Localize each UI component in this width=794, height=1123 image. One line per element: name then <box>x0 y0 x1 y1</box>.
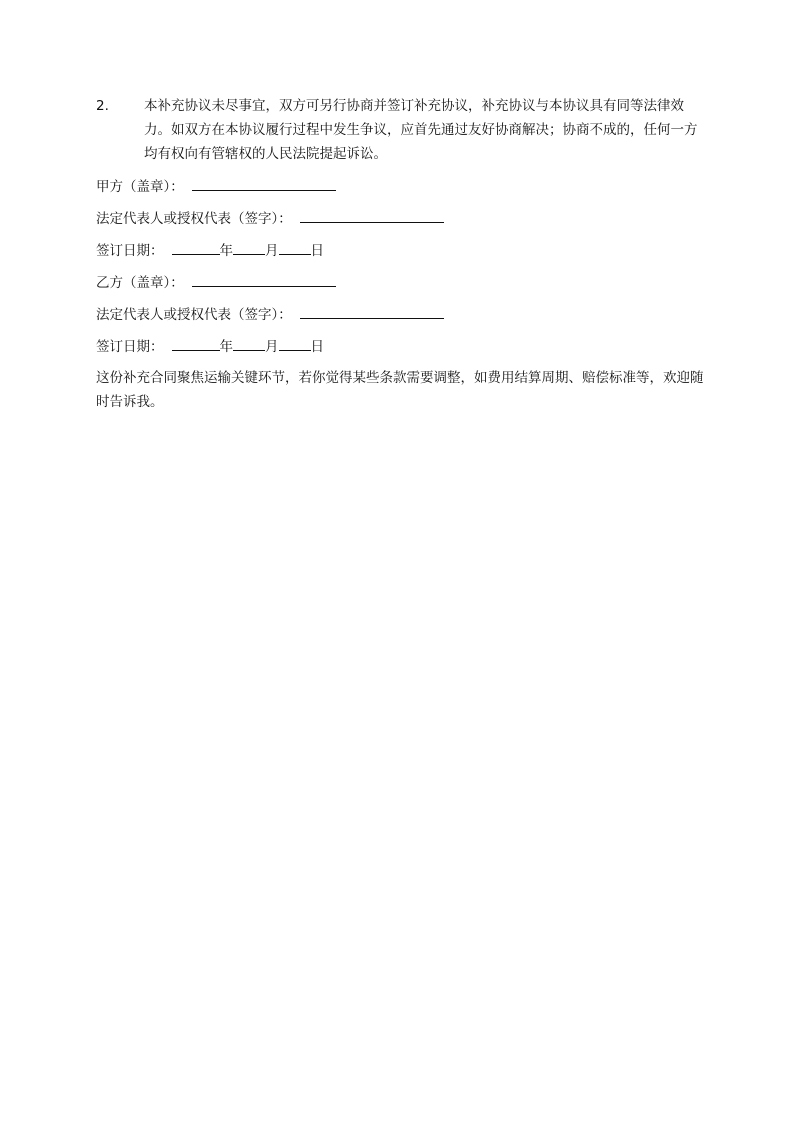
party-a-seal-label: 甲方（盖章）： <box>96 179 184 195</box>
party-a-year-label: 年 <box>219 243 233 259</box>
document-content <box>96 94 708 414</box>
party-a-month-blank <box>233 238 265 255</box>
party-a-rep-blank <box>300 206 444 223</box>
party-b-date-line <box>96 334 708 358</box>
party-b-seal-blank <box>192 270 336 287</box>
party-b-year-label: 年 <box>219 339 233 355</box>
party-a-date-line <box>96 238 708 262</box>
closing-note: 这份补充合同聚焦运输关键环节，若你觉得某些条款需要调整，如费用结算周期、赔偿标准等，欢迎随时告诉我。 <box>96 370 704 410</box>
party-b-date-label: 签订日期： <box>96 339 164 355</box>
party-a-month-label: 月 <box>265 243 279 259</box>
clause-number: 2. <box>96 98 109 114</box>
party-a-day-blank <box>279 238 311 255</box>
party-b-rep-blank <box>300 302 444 319</box>
party-b-year-blank <box>172 334 220 351</box>
party-b-day-blank <box>279 334 311 351</box>
party-b-rep-label: 法定代表人或授权代表（签字）： <box>96 307 292 323</box>
party-a-date-label: 签订日期： <box>96 243 164 259</box>
party-b-seal-label: 乙方（盖章）： <box>96 275 184 291</box>
clause-item <box>96 94 708 166</box>
party-a-year-blank <box>172 238 220 255</box>
party-a-day-label: 日 <box>310 243 324 259</box>
party-b-day-label: 日 <box>310 339 324 355</box>
party-b-month-label: 月 <box>265 339 279 355</box>
clause-text: 本补充协议未尽事宜，双方可另行协商并签订补充协议，补充协议与本协议具有同等法律效力。如双方在本协议履行过程中发生争议，应首先通过友好协商解决；协商不成的，任何一方均有权向有管辖权的人民法院提起诉讼。 <box>144 98 698 162</box>
party-a-seal-blank <box>192 174 336 191</box>
party-a-representative-line <box>96 206 708 230</box>
party-b-representative-line <box>96 302 708 326</box>
party-a-rep-label: 法定代表人或授权代表（签字）： <box>96 211 292 227</box>
party-a-seal-line <box>96 174 708 198</box>
party-b-seal-line <box>96 270 708 294</box>
party-b-month-blank <box>233 334 265 351</box>
